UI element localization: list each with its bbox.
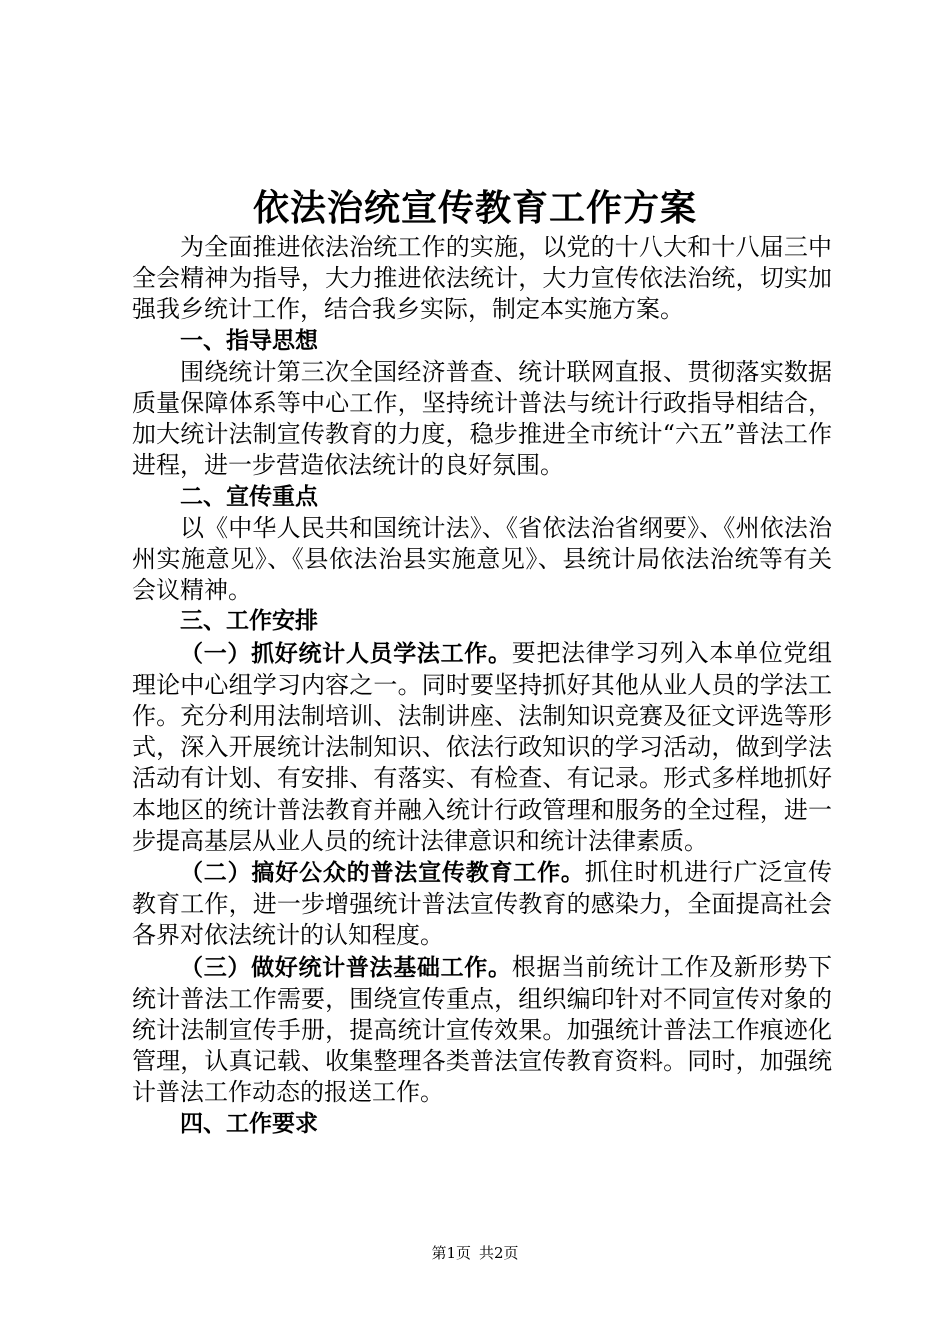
work-item-text: 根据当前统计工作及新形势下统计普法工作需要，围绕宣传重点，组织编印针对不同宣传对象的统计法制宣传手册，提高统计宣传效果。加强统计普法工作痕迹化管理，认真记载、收集整理各类普法宣传教育资料。同时，加强统计普法工作动态的报送工作。 [132,952,833,1107]
section-paragraph-guiding-ideology: 围绕统计第三次全国经济普查、统计联网直报、贯彻落实数据质量保障体系等中心工作，坚持统计普法与统计行政指导相结合，加大统计法制宣传教育的力度，稳步推进全市统计“六五”普法工作进程，进一步营造依法统计的良好氛围。 [132,357,832,480]
document-title: 依法治统宣传教育工作方案 [252,188,697,229]
section-heading-publicity-focus: 二、宣传重点 [180,483,318,510]
section-heading-work-arrangement: 三、工作安排 [180,608,318,635]
page-number: 第1页 [431,1244,471,1262]
section-heading-guiding-ideology: 一、指导思想 [180,327,318,354]
page-footer [0,1243,950,1263]
intro-paragraph: 为全面推进依法治统工作的实施，以党的十八大和十八届三中全会精神为指导，大力推进依法统计，大力宣传依法治统，切实加强我乡统计工作，结合我乡实际，制定本实施方案。 [132,233,832,324]
document-body [132,232,832,1140]
section-paragraph-publicity-focus: 以《中华人民共和国统计法》、《省依法治省纲要》、《州依法治州实施意见》、《县依法治县实施意见》、县统计局依法治统等有关会议精神。 [132,513,832,605]
work-item-lead: （一）抓好统计人员学法工作。 [180,640,512,667]
work-item-text: 抓住时机进行广泛宣传教育工作，进一步增强统计普法宣传教育的感染力，全面提高社会各界对依法统计的认知程度。 [132,858,833,950]
section-heading-work-requirements: 四、工作要求 [180,1110,318,1137]
work-item-lead: （三）做好统计普法基础工作。 [180,954,512,981]
work-item-paragraph [132,638,832,857]
page-total: 共2页 [479,1244,519,1262]
work-item-lead: （二）搞好公众的普法宣传教育工作。 [180,860,585,887]
work-item-paragraph [132,857,832,952]
work-item-paragraph [132,952,832,1109]
work-item-text: 要把法律学习列入本单位党组理论中心组学习内容之一。同时要坚持抓好其他从业人员的学法工作。充分利用法制培训、法制讲座、法制知识竞赛及征文评选等形式，深入开展统计法制知识、依法行政知识的学习活动，做到学法活动有计划、有安排、有落实、有检查、有记录。形式多样地抓好本地区的统计普法教育并融入统计行政管理和服务的全过程，进一步提高基层从业人员的统计法律意识和统计法律素质。 [132,638,833,855]
